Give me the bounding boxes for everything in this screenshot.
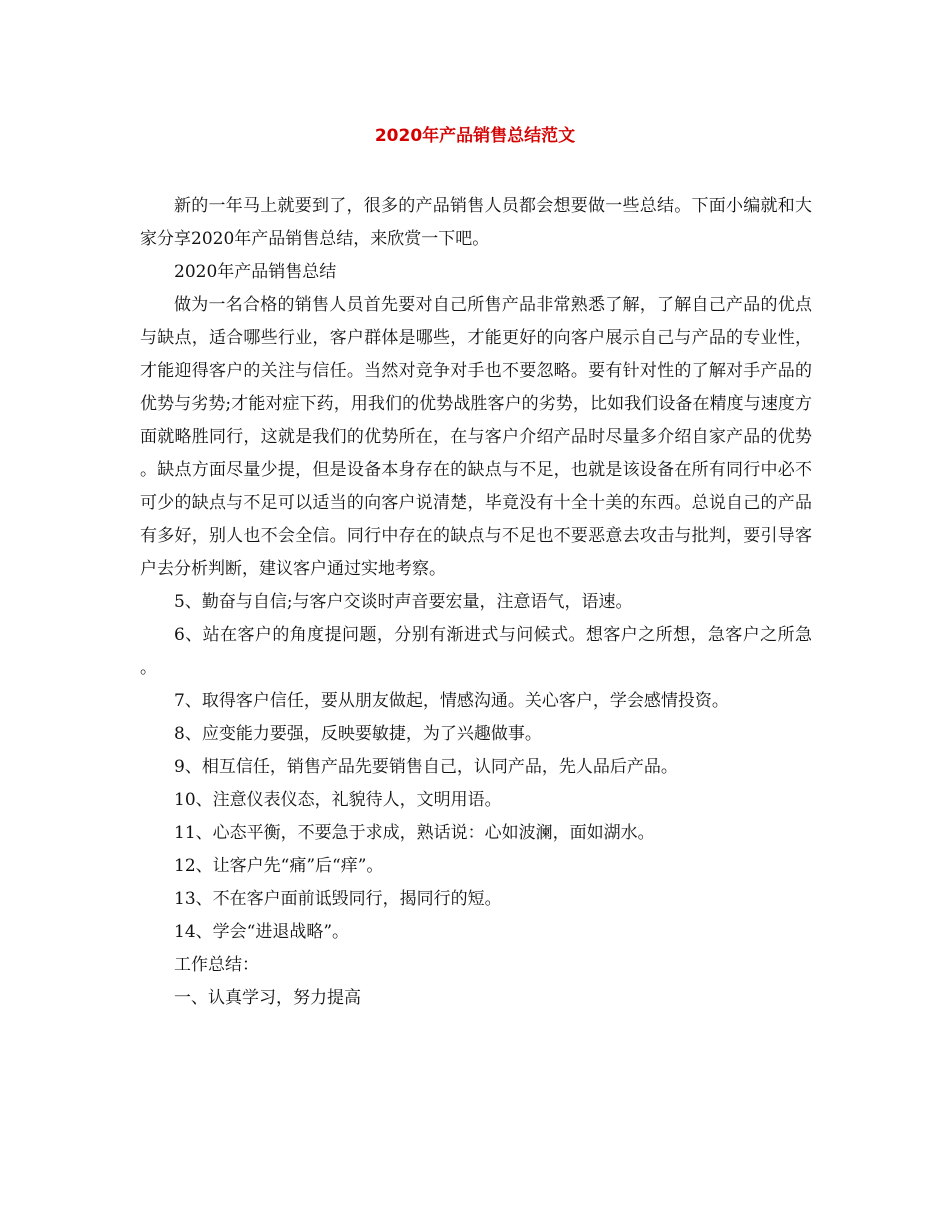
document-title: 2020年产品销售总结范文 [374,126,576,146]
document-body [140,190,812,1015]
paragraph-item-10: 10、注意仪表仪态，礼貌待人，文明用语。 [174,790,502,810]
paragraph-section-one: 一、认真学习，努力提高 [174,988,361,1008]
paragraph-work-summary: 工作总结： [174,955,259,975]
paragraph-item-5: 5、勤奋与自信;与客户交谈时声音要宏量，注意语气，语速。 [174,592,633,612]
paragraph-item-14: 14、学会“进退战略”。 [174,922,350,942]
paragraph-item-13: 13、不在客户面前诋毁同行，揭同行的短。 [174,889,502,909]
paragraph-item-6: 6、站在客户的角度提问题，分别有渐进式与问候式。想客户之所想，急客户之所急。 [140,625,812,678]
paragraph-intro: 新的一年马上就要到了，很多的产品销售人员都会想要做一些总结。下面小编就和大家分享2020年产品销售总结，来欣赏一下吧。 [140,196,812,249]
paragraph-subtitle: 2020年产品销售总结 [174,262,337,282]
paragraph-item-12: 12、让客户先“痛”后“痒”。 [174,856,384,876]
paragraph-main: 做为一名合格的销售人员首先要对自己所售产品非常熟悉了解，了解自己产品的优点与缺点，适合哪些行业，客户群体是哪些，才能更好的向客户展示自己与产品的专业性，才能迎得客户的关注与信任。当然对竞争对手也不要忽略。要有针对性的了解对手产品的优势与劣势;才能对症下药，用我们的优势战胜客户的劣势，比如我们设备在精度与速度方面就略胜同行，这就是我们的优势所在，在与客户介绍产品时尽量多介绍自家产品的优势。缺点方面尽量少提，但是设备本身存在的缺点与不足，也就是该设备在所有同行中必不可少的缺点与不足可以适当的向客户说清楚，毕竟没有十全十美的东西。总说自己的产品有多好，别人也不会全信。同行中存在的缺点与不足也不要恶意去攻击与批判，要引导客户去分析判断，建议客户通过实地考察。 [140,295,812,579]
paragraph-item-9: 9、相互信任，销售产品先要销售自己，认同产品，先人品后产品。 [174,757,678,777]
paragraph-item-7: 7、取得客户信任，要从朋友做起，情感沟通。关心客户，学会感情投资。 [174,691,729,711]
paragraph-item-11: 11、心态平衡，不要急于求成，熟话说：心如波澜，面如湖水。 [174,823,655,843]
paragraph-item-8: 8、应变能力要强，反映要敏捷，为了兴趣做事。 [174,724,542,744]
